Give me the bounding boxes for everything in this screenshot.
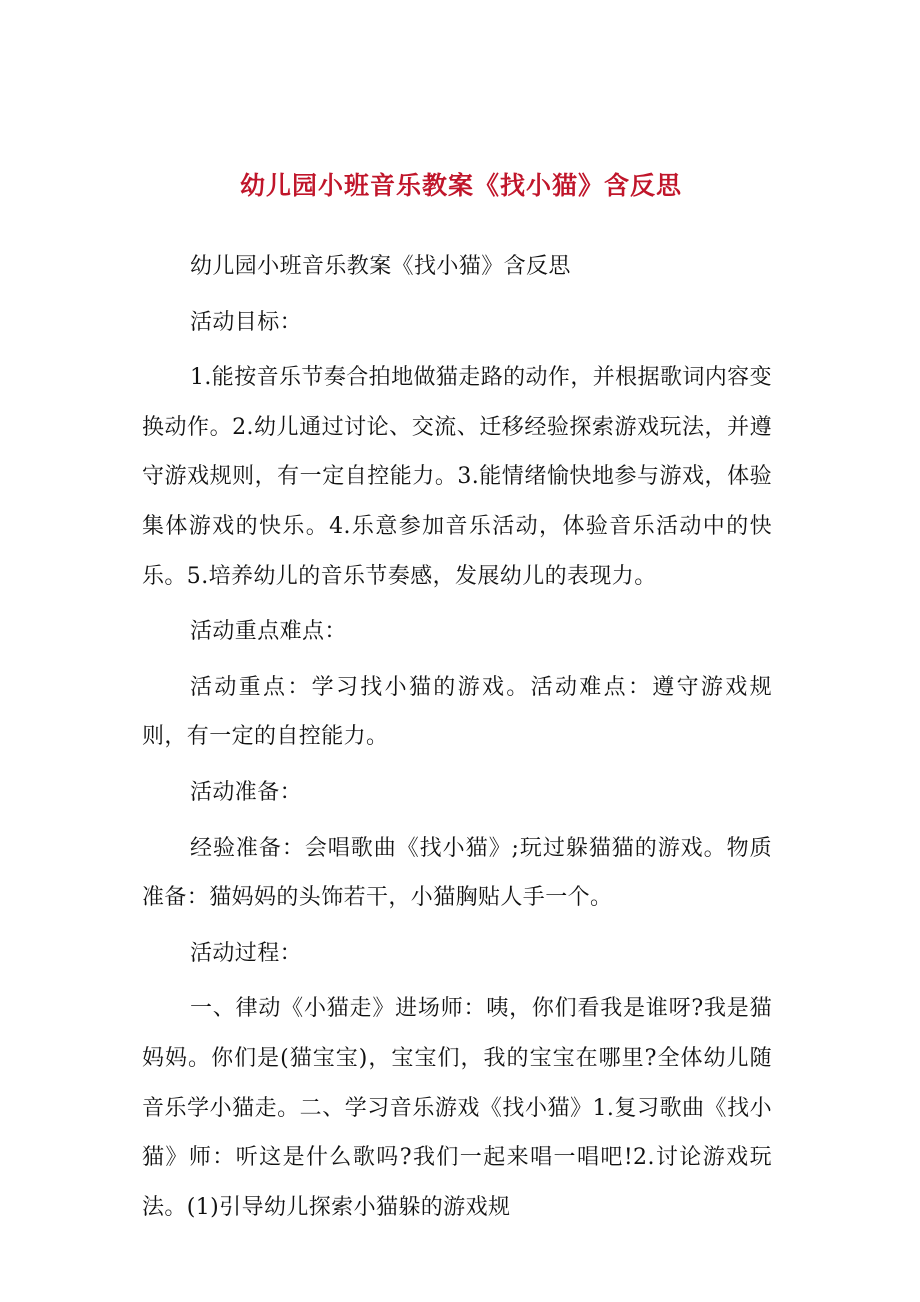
paragraph-preparation: 经验准备：会唱歌曲《找小猫》;玩过躲猫猫的游戏。物质准备：猫妈妈的头饰若干，小猫胸贴人手一个。 [142,835,772,911]
paragraph-key-points: 活动重点：学习找小猫的游戏。活动难点：遵守游戏规则，有一定的自控能力。 [142,674,772,750]
paragraph-subtitle: 幼儿园小班音乐教案《找小猫》含反思 [190,254,571,279]
paragraph-goals-heading: 活动目标： [190,309,303,335]
document-title: 幼儿园小班音乐教案《找小猫》含反思 [239,171,682,200]
paragraph-process: 一、律动《小猫走》进场师：咦，你们看我是谁呀?我是猫妈妈。你们是(猫宝宝)，宝宝们，我的宝宝在哪里?全体幼儿随音乐学小猫走。二、学习音乐游戏《找小猫》1.复习歌曲《找小猫》师：听这是什么歌吗?我们一起来唱一唱吧!2.讨论游戏玩法。(1)引导幼儿探索小猫躲的游戏规 [142,996,772,1220]
paragraph-goals: 1.能按音乐节奏合拍地做猫走路的动作，并根据歌词内容变换动作。2.幼儿通过讨论、交流、迁移经验探索游戏玩法，并遵守游戏规则，有一定自控能力。3.能情绪愉快地参与游戏，体验集体游戏的快乐。4.乐意参加音乐活动，体验音乐活动中的快乐。5.培养幼儿的音乐节奏感，发展幼儿的表现力。 [142,365,772,589]
document-body [142,242,772,1232]
paragraph-process-heading: 活动过程： [190,940,303,966]
paragraph-preparation-heading: 活动准备： [190,779,303,805]
paragraph-key-points-heading: 活动重点难点： [190,619,347,645]
